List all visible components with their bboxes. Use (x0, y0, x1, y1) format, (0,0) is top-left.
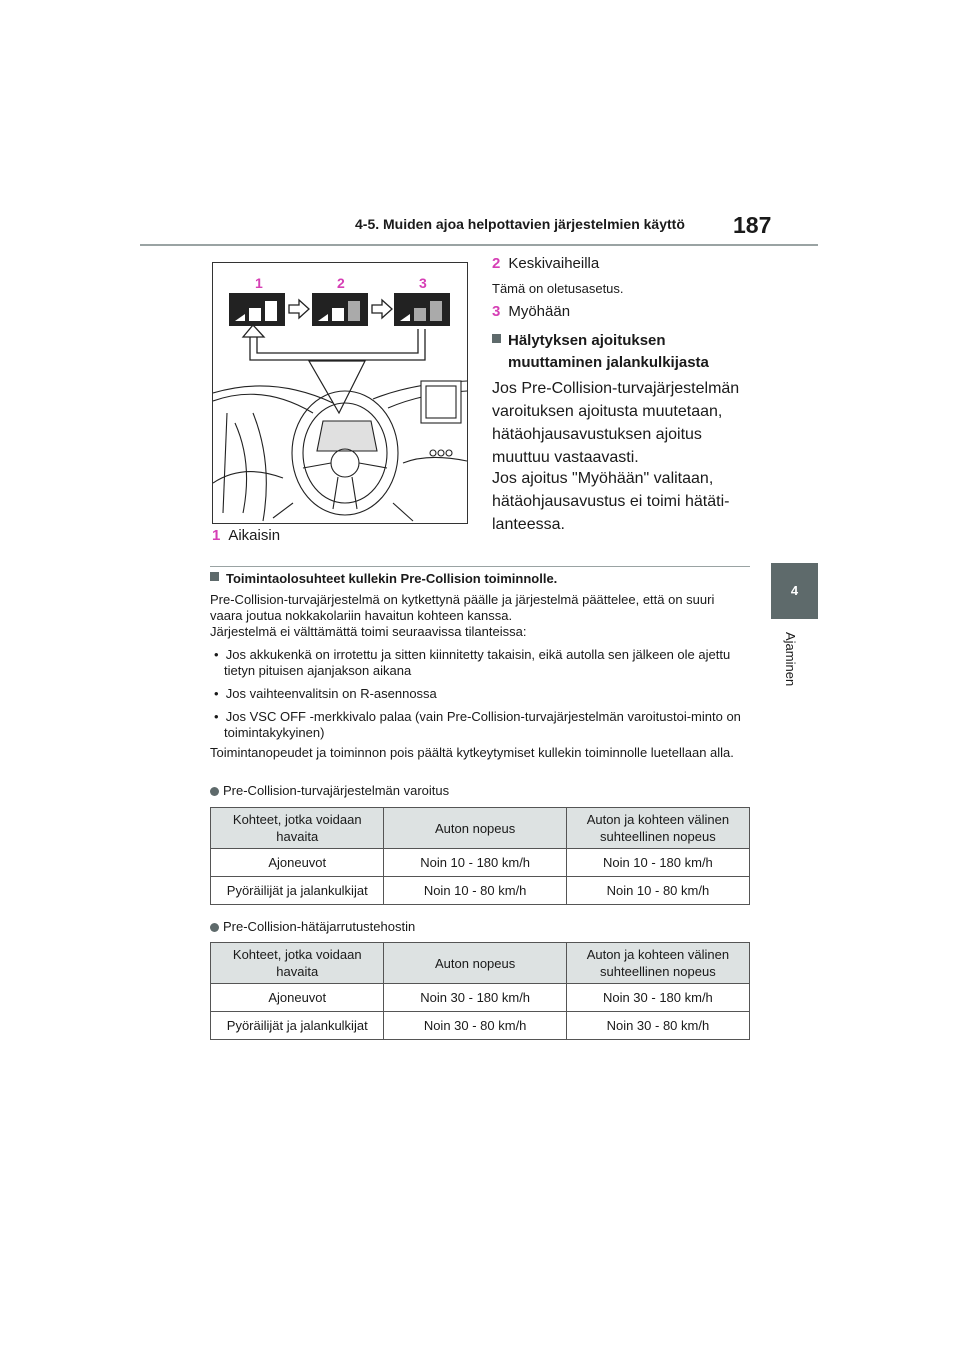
table-header-cell: Auton ja kohteen välinen suhteellinen nopeus (566, 808, 749, 849)
table-header-row (211, 943, 750, 984)
item-text-late: Myöhään (508, 303, 571, 320)
bullet-item: • Jos VSC OFF -merkkivalo palaa (vain Pre-Collision-turvajärjestelmän varoitustoi-minto on toimintakykyinen) (214, 709, 741, 740)
pedestrian-timing-heading (492, 330, 754, 374)
dashboard-drawing (213, 263, 467, 523)
table1-title (210, 783, 750, 799)
item-middle (492, 255, 754, 272)
chapter-label: Ajaminen (783, 632, 798, 687)
circle-bullet-icon (210, 923, 219, 932)
illus-label-3: 3 (419, 275, 427, 291)
bullet-text: Jos VSC OFF -merkkivalo palaa (vain Pre-Collision-turvajärjestelmän varoitustoi-minto on toimintakykyinen) (224, 709, 741, 740)
section-title: 4-5. Muiden ajoa helpottavien järjestelmien käyttö (355, 216, 685, 232)
bullet-text: Jos vaihteenvalitsin on R-asennossa (225, 686, 437, 701)
table-cell: Ajoneuvot (211, 849, 384, 877)
section-divider (210, 566, 750, 567)
conditions-heading-text: Toimintaolosuhteet kullekin Pre-Collision toiminnolle. (226, 571, 558, 586)
table-cell: Ajoneuvot (211, 984, 384, 1012)
header-divider (140, 244, 818, 246)
illus-label-2: 2 (337, 275, 345, 291)
bullet-item: • Jos akkukenkä on irrotettu ja sitten kiinnitetty takaisin, eikä autolla sen jälkeen ole ajettu tietyn pituisen ajanjakson aikana (214, 647, 731, 678)
illus-label-1: 1 (255, 275, 263, 291)
table2-title-text: Pre-Collision-hätäjarrutustehostin (223, 919, 416, 934)
page-number: 187 (733, 212, 772, 238)
table-cell: Noin 30 - 180 km/h (384, 984, 566, 1012)
table-row (211, 877, 750, 905)
chapter-label-box (771, 632, 818, 712)
item-number-2: 2 (492, 255, 501, 272)
heading-line-2: muuttaminen jalankulkijasta (508, 354, 709, 371)
timing-icon-middle (312, 293, 368, 326)
table-row (211, 984, 750, 1012)
table-cell: Noin 10 - 80 km/h (384, 877, 566, 905)
table-cell: Noin 10 - 180 km/h (384, 849, 566, 877)
conditions-outro: Toimintanopeudet ja toiminnon pois päältä kytkeytymiset kullekin toiminnolle luetellaan alla. (210, 745, 734, 760)
heading-line-1: Hälytyksen ajoituksen (508, 332, 666, 349)
table-cell: Pyöräilijät ja jalankulkijat (211, 1012, 384, 1040)
conditions-intro-2: Järjestelmä ei välttämättä toimi seuraavissa tilanteissa: (210, 624, 527, 639)
table-header-cell: Auton nopeus (384, 808, 566, 849)
warning-speed-table (210, 807, 750, 905)
timing-paragraph-2: Jos ajoitus "Myöhään" valitaan, hätäohjausavustus ei toimi hätäti-lanteessa. (492, 470, 730, 533)
conditions-intro-1: Pre-Collision-turvajärjestelmä on kytkettynä päälle ja järjestelmä päättelee, että on suuri vaara joutua nokkakolariin havaitun kohteen kanssa. (210, 592, 715, 623)
square-bullet-icon (210, 572, 219, 581)
caption-early (212, 527, 280, 544)
table-cell: Noin 10 - 80 km/h (566, 877, 749, 905)
square-bullet-icon (492, 334, 501, 343)
table-header-cell: Kohteet, jotka voidaan havaita (211, 808, 384, 849)
circle-bullet-icon (210, 787, 219, 796)
loop-back-arrow-icon (243, 325, 425, 360)
table-cell: Noin 30 - 80 km/h (566, 1012, 749, 1040)
timing-paragraph-1: Jos Pre-Collision-turvajärjestelmän varoituksen ajoitusta muutetaan, hätäohjausavustuksen ajoitus muuttuu vastaavasti. (492, 380, 740, 466)
caption-text-early: Aikaisin (228, 527, 281, 544)
table-cell: Pyöräilijät ja jalankulkijat (211, 877, 384, 905)
table-row (211, 849, 750, 877)
item-text-middle: Keskivaiheilla (508, 255, 600, 272)
table2-title (210, 919, 750, 935)
table-header-row (211, 808, 750, 849)
table-cell: Noin 30 - 180 km/h (566, 984, 749, 1012)
table-cell: Noin 10 - 180 km/h (566, 849, 749, 877)
table1-title-text: Pre-Collision-turvajärjestelmän varoitus (223, 783, 450, 798)
item-late (492, 303, 754, 320)
timing-illustration (212, 262, 468, 524)
bullet-text: Jos akkukenkä on irrotettu ja sitten kiinnitetty takaisin, eikä autolla sen jälkeen ole ajettu tietyn pituisen ajanjakson aikana (224, 647, 731, 678)
bullet-item: • Jos vaihteenvalitsin on R-asennossa (214, 686, 437, 701)
table-header-cell: Auton ja kohteen välinen suhteellinen nopeus (566, 943, 749, 984)
caption-number-1: 1 (212, 527, 221, 544)
item-number-3: 3 (492, 303, 501, 320)
brake-assist-speed-table (210, 942, 750, 1040)
default-note: Tämä on oletusasetus. (492, 281, 624, 296)
table-header-cell: Kohteet, jotka voidaan havaita (211, 943, 384, 984)
table-header-cell: Auton nopeus (384, 943, 566, 984)
conditions-heading (210, 571, 750, 587)
table-cell: Noin 30 - 80 km/h (384, 1012, 566, 1040)
chapter-tab: 4 (771, 563, 818, 619)
table-row (211, 1012, 750, 1040)
timing-icon-late (394, 293, 450, 326)
timing-icon-early (229, 293, 285, 326)
